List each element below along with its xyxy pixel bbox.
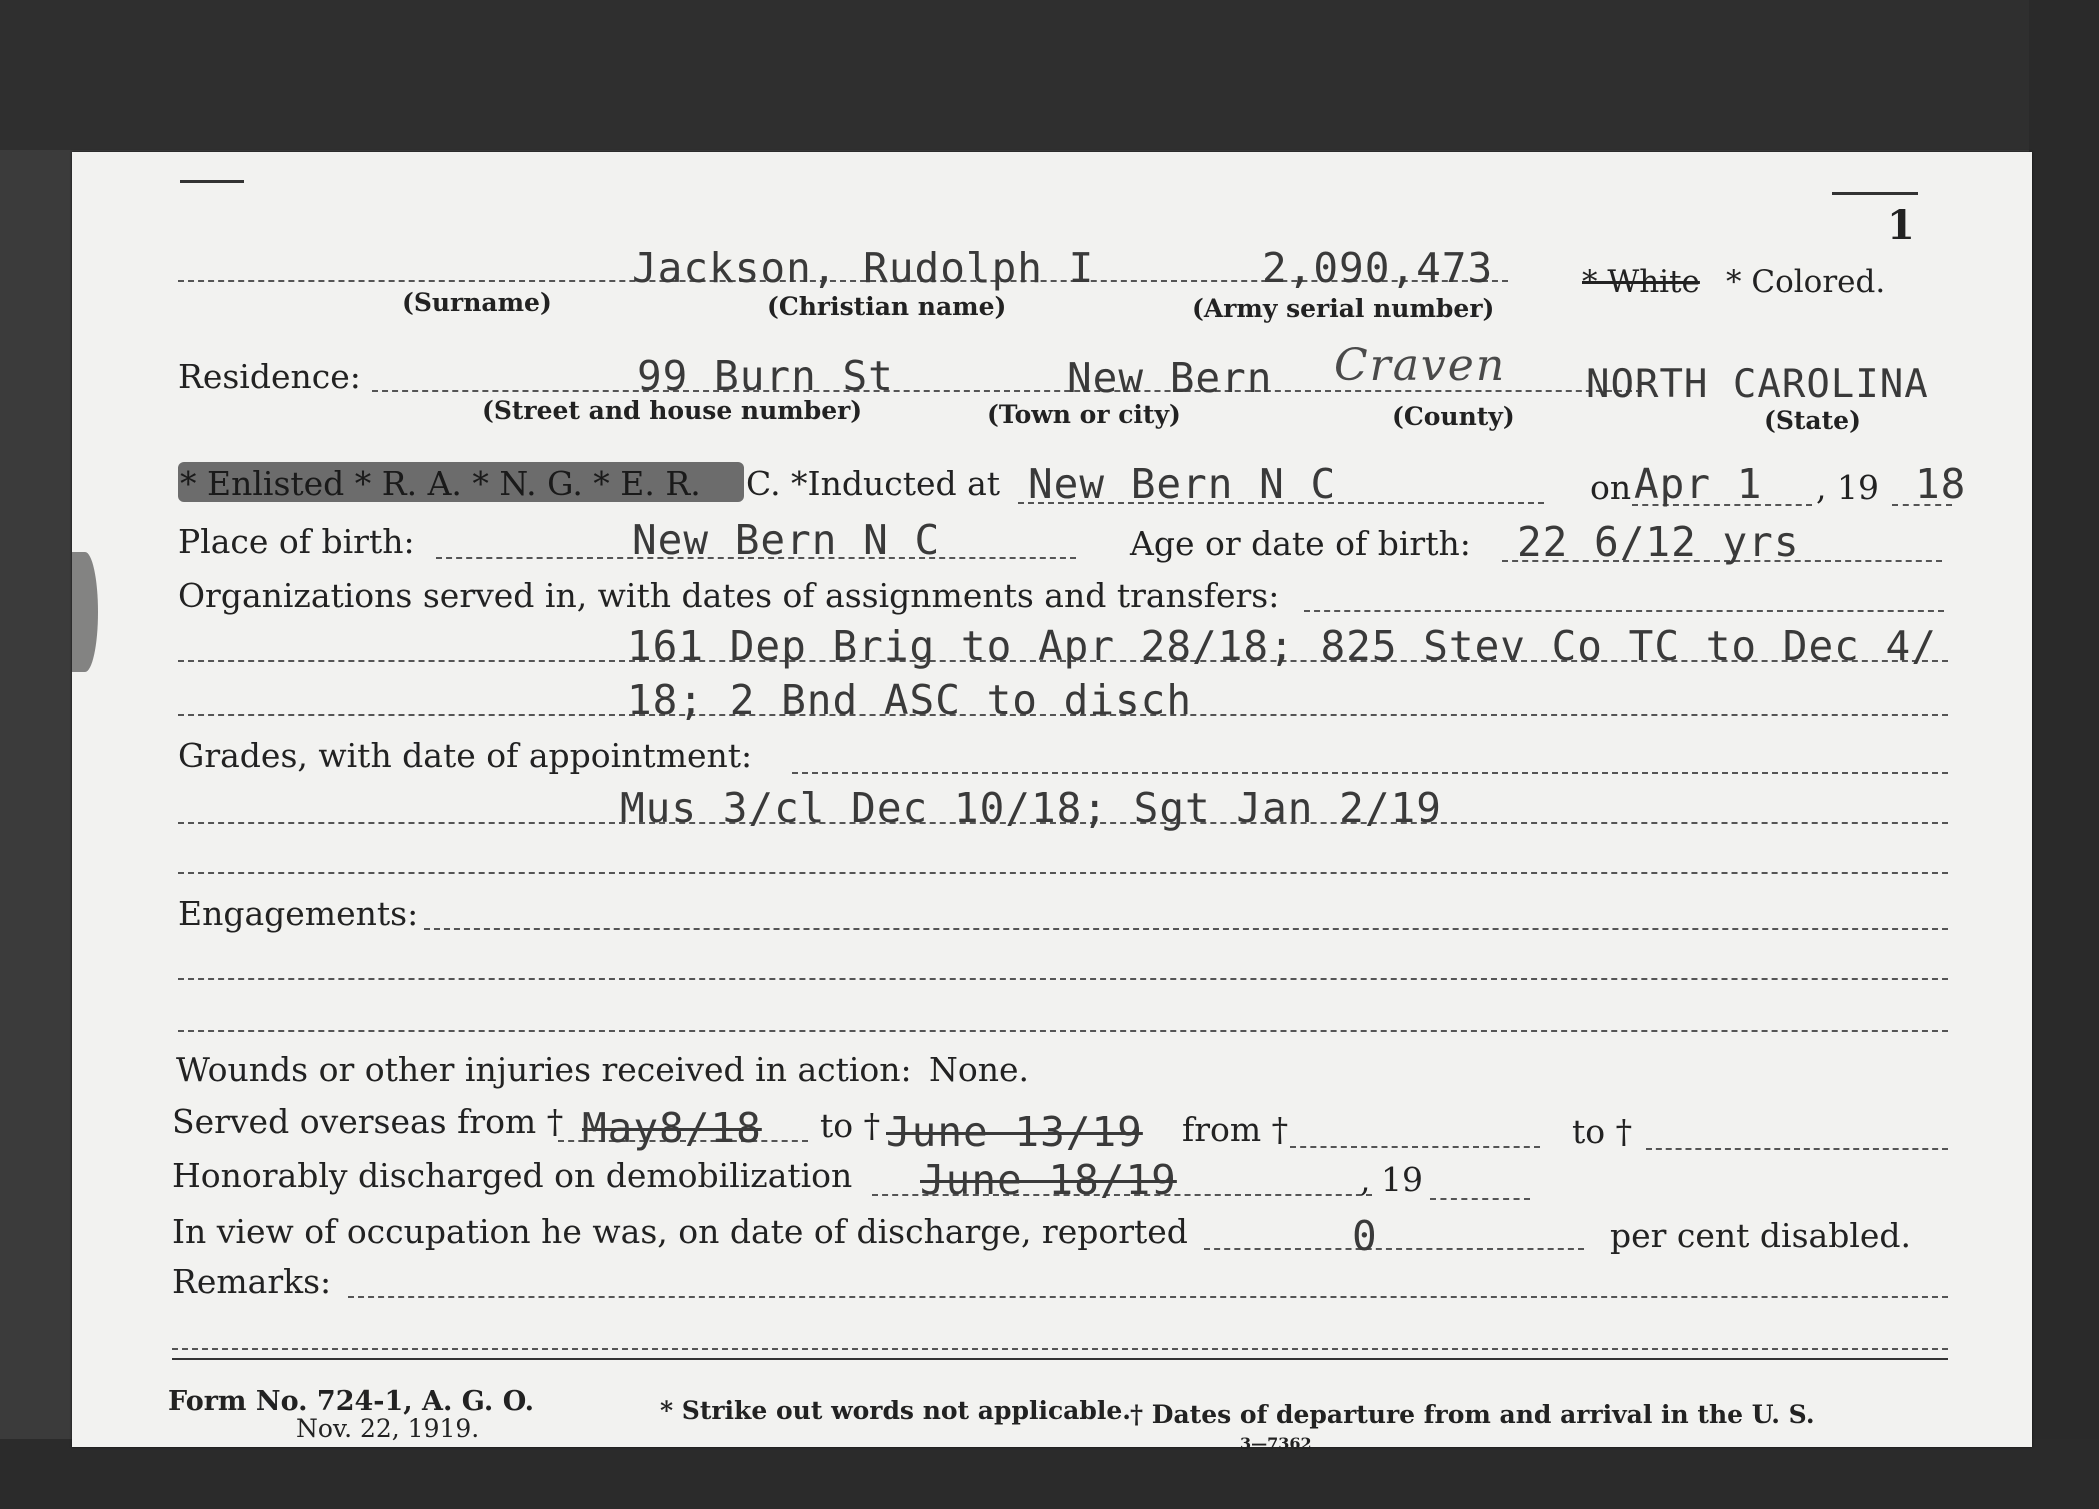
inducted-on-label: on	[1590, 468, 1632, 507]
grades-label: Grades, with date of appointment:	[178, 736, 753, 775]
disability-value: 0	[1352, 1212, 1378, 1260]
caption-street: (Street and house number)	[482, 396, 863, 425]
serial-value: 2,090,473	[1262, 244, 1494, 292]
print-code: 3—7362	[1240, 1434, 1312, 1453]
organizations-line2: 18; 2 Bnd ASC to disch	[627, 676, 1193, 724]
residence-county: Craven	[1334, 340, 1507, 391]
overseas-from2-label: from †	[1182, 1110, 1289, 1149]
grades-rule-2	[178, 872, 1948, 874]
remarks-rule-1	[172, 1348, 1948, 1350]
caption-serial: (Army serial number)	[1192, 294, 1495, 323]
discharge-date: June 18/19	[920, 1156, 1177, 1204]
age-value: 22 6/12 yrs	[1517, 518, 1800, 566]
engagements-rule-2	[178, 1030, 1948, 1032]
residence-label: Residence:	[178, 357, 361, 396]
form-number: Form No. 724-1, A. G. O.	[168, 1386, 535, 1417]
overseas-from-label: Served overseas from †	[172, 1102, 564, 1141]
name-value: Jackson, Rudolph I	[632, 244, 1095, 292]
form-date: Nov. 22, 1919.	[296, 1414, 480, 1443]
service-record-card	[72, 152, 2032, 1453]
overseas-from2-rule	[1290, 1146, 1540, 1148]
caption-state: (State)	[1764, 406, 1861, 435]
wounds-label: Wounds or other injuries received in action:	[176, 1050, 912, 1089]
remarks-rule-0	[348, 1296, 1948, 1298]
footer-rule	[172, 1358, 1948, 1360]
wounds-value: None.	[929, 1050, 1030, 1089]
inducted-place: New Bern N C	[1028, 460, 1337, 508]
top-left-rule	[180, 180, 244, 183]
disability-rule	[1204, 1248, 1584, 1250]
residence-state: NORTH CAROLINA	[1586, 362, 1929, 407]
race-white-struck: * White	[1582, 264, 1700, 300]
overseas-to2-label: to †	[1572, 1112, 1633, 1151]
discharge-year-rule	[1430, 1198, 1530, 1200]
enlisted-options-struck: * Enlisted * R. A. * N. G. * E. R.	[180, 464, 701, 503]
thumb-shadow	[72, 552, 98, 672]
overseas-from-date: May8/18	[582, 1104, 762, 1152]
overseas-to2-rule	[1646, 1148, 1948, 1150]
inducted-year: 18	[1915, 460, 1967, 508]
dates-note: † Dates of departure from and arrival in the U. S.	[1130, 1400, 1815, 1429]
discharge-label: Honorably discharged on demobilization	[172, 1156, 853, 1195]
grades-rule-0	[792, 772, 1948, 774]
caption-christian-name: (Christian name)	[767, 292, 1007, 321]
disability-suffix: per cent disabled.	[1610, 1216, 1912, 1255]
engagements-rule-1	[178, 978, 1948, 980]
inducted-at-label: C. *Inducted at	[746, 464, 1001, 503]
organizations-rule-0	[1304, 610, 1944, 612]
overseas-to-label: to †	[820, 1106, 881, 1145]
caption-town: (Town or city)	[987, 400, 1181, 429]
residence-street: 99 Burn St	[637, 352, 894, 400]
engagements-rule-0	[424, 928, 1948, 930]
overseas-to-date: June 13/19	[886, 1108, 1143, 1156]
strike-out-note: * Strike out words not applicable.	[660, 1396, 1131, 1425]
inducted-date: Apr 1	[1634, 460, 1763, 508]
top-right-rule	[1832, 192, 1918, 195]
scanner-background-bottom	[0, 1439, 2099, 1509]
birth-place: New Bern N C	[632, 516, 941, 564]
race-colored: * Colored.	[1726, 264, 1886, 300]
inducted-year-prefix: , 19	[1816, 468, 1879, 507]
engagements-label: Engagements:	[178, 894, 419, 933]
place-of-birth-label: Place of birth:	[178, 522, 415, 561]
caption-county: (County)	[1392, 402, 1515, 431]
discharge-year-prefix: , 19	[1360, 1160, 1423, 1199]
scanner-background-top	[0, 0, 2099, 150]
grades-line1: Mus 3/cl Dec 10/18; Sgt Jan 2/19	[620, 784, 1442, 832]
age-label: Age or date of birth:	[1130, 524, 1471, 563]
scanner-background-right	[2029, 0, 2099, 1509]
page-number: 1	[1887, 202, 1915, 249]
disability-label: In view of occupation he was, on date of discharge, reported	[172, 1212, 1188, 1251]
organizations-label: Organizations served in, with dates of assignments and transfers:	[178, 576, 1280, 615]
caption-surname: (Surname)	[402, 288, 552, 317]
residence-town: New Bern	[1067, 354, 1273, 402]
remarks-label: Remarks:	[172, 1262, 332, 1301]
organizations-line1: 161 Dep Brig to Apr 28/18; 825 Stev Co TC to Dec 4/	[627, 622, 1937, 670]
